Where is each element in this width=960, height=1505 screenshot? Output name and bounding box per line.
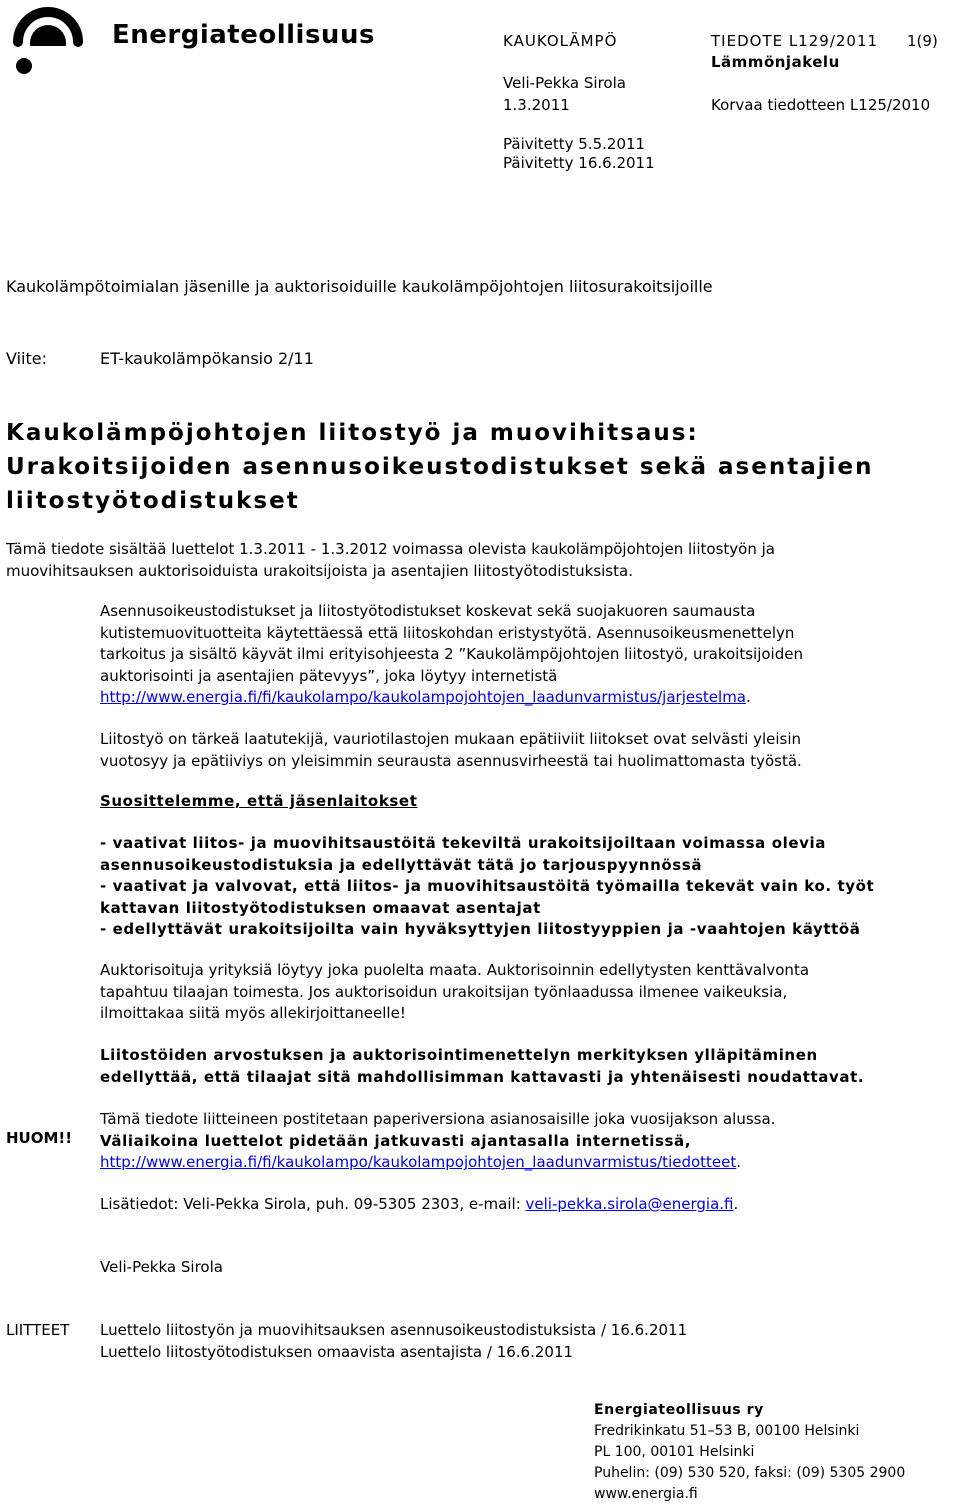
paragraph-line: tapahtuu tilaajan toimesta. Jos auktorisoidun urakoitsijan työnlaadussa ilmenee vaikeuksia, <box>100 982 788 1001</box>
note-paragraph <box>100 1109 950 1174</box>
footer-phone: Puhelin: (09) 530 520, faksi: (09) 5305 2900 <box>594 1465 906 1481</box>
contact-prefix: Lisätiedot: Veli-Pekka Sirola, puh. 09-5305 2303, e-mail: <box>100 1195 526 1213</box>
recipients-line: Kaukolämpötoimialan jäsenille ja auktorisoiduille kaukolämpöjohtojen liitosurakoitsijoille <box>6 277 713 296</box>
title-line: Urakoitsijoiden asennusoikeustodistukset sekä asentajien <box>6 454 874 480</box>
statement-line: Liitostöiden arvostuksen ja auktorisointimenettelyn merkityksen ylläpitäminen <box>100 1046 818 1064</box>
title-line: Kaukolämpöjohtojen liitostyö ja muovihitsaus: <box>6 420 699 446</box>
updated-date-2: Päivitetty 16.6.2011 <box>503 154 655 172</box>
attachments-label: LIITTEET <box>6 1321 70 1339</box>
scope-paragraph <box>100 601 950 709</box>
document-title <box>6 416 873 518</box>
intro-paragraph <box>6 539 775 582</box>
reference-value: ET-kaukolämpökansio 2/11 <box>100 349 314 368</box>
attachment-item: Luettelo liitostyön ja muovihitsauksen asennusoikeustodistuksista / 16.6.2011 <box>100 1321 688 1339</box>
recommend-heading: Suosittelemme, että jäsenlaitokset <box>100 792 418 810</box>
intro-line: muovihitsauksen auktorisoiduista urakoitsijoista ja asentajien liitostyötodistuksista. <box>6 561 633 580</box>
link-suffix: . <box>736 1153 742 1171</box>
logo-wordmark: Energiateollisuus <box>112 20 375 50</box>
system-link[interactable]: http://www.energia.fi/fi/kaukolampo/kaukolampojohtojen_laadunvarmistus/jarjestelma <box>100 688 747 706</box>
attachment-item: Luettelo liitostyötodistuksen omaavista asentajista / 16.6.2011 <box>100 1342 574 1361</box>
recommend-line: - vaativat ja valvovat, että liitos- ja muovihitsaustöitä työmailla tekevät vain ko. työt <box>100 877 875 895</box>
footer-address-line: PL 100, 00101 Helsinki <box>594 1444 755 1460</box>
author-name: Veli-Pekka Sirola <box>503 74 626 92</box>
footer-org: Energiateollisuus ry <box>594 1402 764 1418</box>
logo <box>0 0 375 84</box>
document-id: TIEDOTE L129/2011 <box>711 32 879 50</box>
document-topic: Lämmönjakelu <box>711 53 840 71</box>
recommend-line: kattavan liitostyötodistuksen omaavat asentajat <box>100 898 541 917</box>
intro-line: Tämä tiedote sisältää luettelot 1.3.2011 - 1.3.2012 voimassa olevista kaukolämpöjohtojen liitostyön ja <box>6 540 775 558</box>
paragraph-line: vuotosyy ja epätiiviys on yleisimmin seurausta asennusvirheestä tai huolimattomasta työstä. <box>100 751 802 770</box>
paragraph-line: Liitostyö on tärkeä laatutekijä, vauriotilastojen mukaan epätiiviit liitokset ovat selvästi yleisin <box>100 730 802 748</box>
replaces-note: Korvaa tiedotteen L125/2010 <box>711 96 931 114</box>
document-date: 1.3.2011 <box>503 96 570 114</box>
paragraph-line: tarkoitus ja sisältö käyvät ilmi erityisohjeesta 2 ”Kaukolämpöjohtojen liitostyö, urakoitsijoiden <box>100 645 803 663</box>
recommend-line: asennusoikeustodistuksia ja edellyttävät tätä jo tarjouspyynnössä <box>100 855 703 874</box>
contact-suffix: . <box>733 1195 739 1213</box>
footer-web: www.energia.fi <box>594 1486 698 1502</box>
bold-statement <box>100 1045 950 1088</box>
recommend-list <box>100 833 950 941</box>
paragraph-line: Auktorisoituja yrityksiä löytyy joka puolelta maata. Auktorisoinnin edellytysten kenttävalvonta <box>100 961 810 979</box>
note-line: Tämä tiedote liitteineen postitetaan paperiversiona asianosaisille joka vuosijakson alussa. <box>100 1110 776 1128</box>
page-number: 1(9) <box>907 32 938 50</box>
authorized-companies-paragraph <box>100 960 950 1025</box>
footer-address-line: Fredrikinkatu 51–53 B, 00100 Helsinki <box>594 1423 860 1439</box>
link-suffix: . <box>746 688 751 706</box>
footer-address <box>594 1400 905 1505</box>
note-label: HUOM!! <box>6 1129 73 1147</box>
note-line: Väliaikoina luettelot pidetään jatkuvasti ajantasalla internetissä, <box>100 1131 692 1150</box>
quality-paragraph <box>100 729 950 772</box>
title-line: liitostyötodistukset <box>6 488 300 514</box>
bulletins-link[interactable]: http://www.energia.fi/fi/kaukolampo/kaukolampojohtojen_laadunvarmistus/tiedotteet <box>100 1153 737 1171</box>
recommend-line: - vaativat liitos- ja muovihitsaustöitä tekeviltä urakoitsijoiltaan voimassa olevia <box>100 834 826 852</box>
updated-date-1: Päivitetty 5.5.2011 <box>503 135 646 153</box>
signature: Veli-Pekka Sirola <box>100 1258 223 1276</box>
email-link[interactable]: veli-pekka.sirola@energia.fi <box>525 1195 734 1213</box>
contact-line <box>100 1194 738 1216</box>
paragraph-line: ilmoittakaa siitä myös allekirjoittaneelle! <box>100 1004 406 1022</box>
attachments-list <box>100 1320 950 1363</box>
paragraph-line: auktorisointi ja asentajien pätevyys”, joka löytyy internetistä <box>100 666 558 685</box>
paragraph-line: Asennusoikeustodistukset ja liitostyötodistukset koskevat sekä suojakuoren saumausta <box>100 602 756 620</box>
statement-line: edellyttää, että tilaajat sitä mahdollisimman kattavasti ja yhtenäisesti noudattavat. <box>100 1067 865 1086</box>
recommend-line: - edellyttävät urakoitsijoilta vain hyväksyttyjen liitostyyppien ja -vaahtojen käyttöä <box>100 920 861 938</box>
department-label: KAUKOLÄMPÖ <box>503 32 618 50</box>
reference-label: Viite: <box>6 349 47 368</box>
paragraph-line: kutistemuovituotteita käytettäessä että liitoskohdan eristystyötä. Asennusoikeusmenettelyn <box>100 623 795 642</box>
